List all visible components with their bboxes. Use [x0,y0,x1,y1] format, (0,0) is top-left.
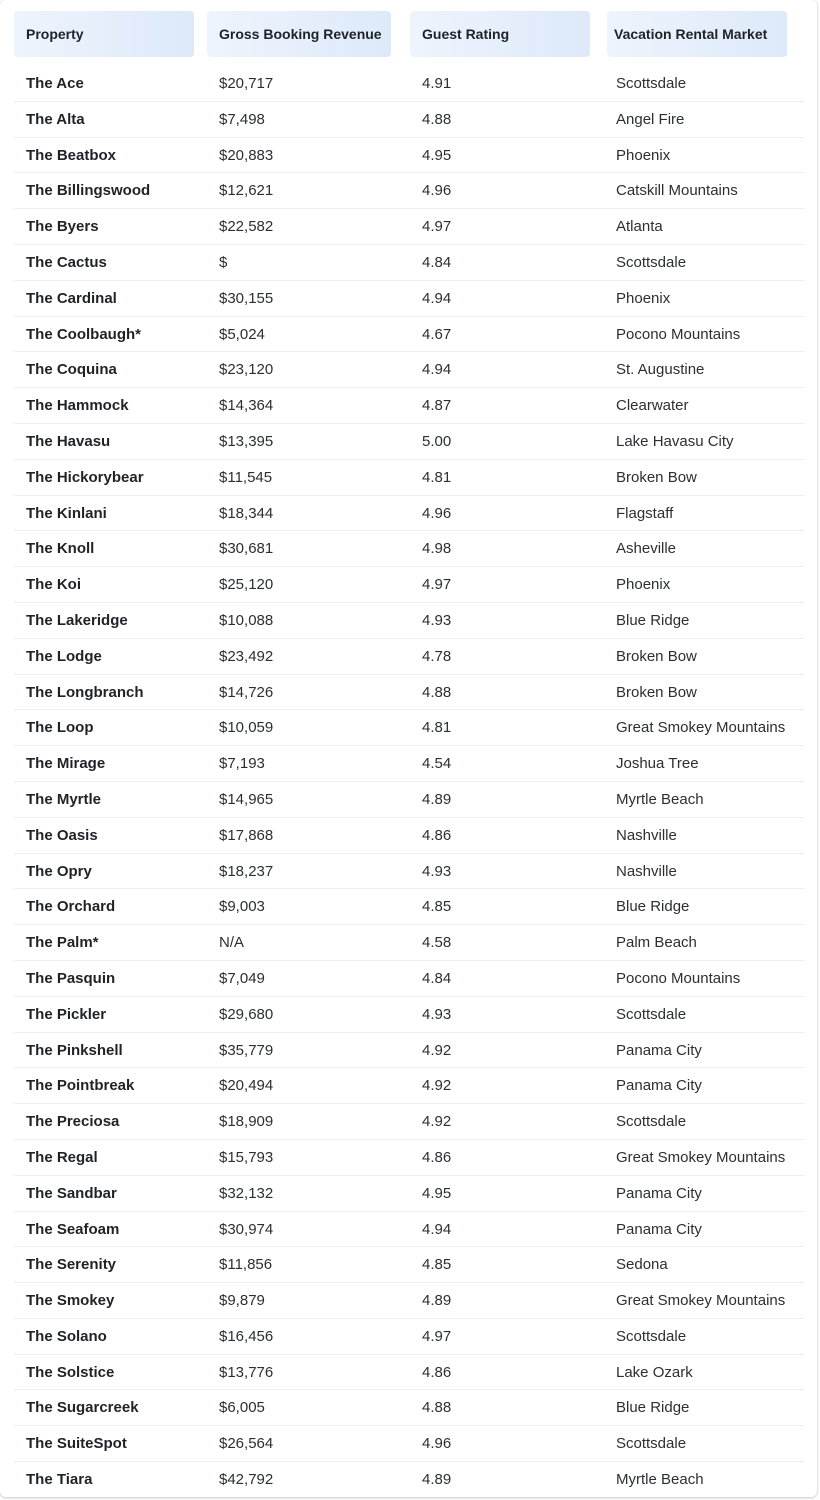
gross-booking-revenue-cell: $18,237 [219,862,274,880]
table-row [14,1140,804,1176]
vacation-rental-market-cell: Scottsdale [616,1005,687,1023]
gross-booking-revenue-cell: $7,498 [219,110,265,128]
vacation-rental-market-cell: Great Smokey Mountains [616,719,786,737]
table-row [14,102,804,138]
table-row [14,1247,804,1283]
gross-booking-revenue-cell: $25,120 [219,576,274,594]
property-name-cell: The Coquina [26,361,117,379]
vacation-rental-market-cell: Broken Bow [616,683,697,701]
vacation-rental-market-cell: Pocono Mountains [616,969,741,987]
guest-rating-cell: 4.89 [422,1471,452,1489]
gross-booking-revenue-cell: $5,024 [219,325,265,343]
table-row [14,1319,804,1355]
property-name-cell: The Preciosa [26,1113,120,1131]
vacation-rental-market-cell: Scottsdale [616,253,687,271]
table-row [14,317,804,353]
guest-rating-cell: 4.93 [422,862,452,880]
gross-booking-revenue-cell: $35,779 [219,1041,274,1059]
table-row [14,1104,804,1140]
gross-booking-revenue-cell: $26,564 [219,1435,274,1453]
gross-booking-revenue-cell: $9,003 [219,898,265,916]
table-row [14,1212,804,1248]
table-row [14,209,804,245]
gross-booking-revenue-cell: $ [219,253,228,271]
table-row [14,710,804,746]
property-name-cell: The Lakeridge [26,611,128,629]
property-name-cell: The Solstice [26,1363,115,1381]
gross-booking-revenue-cell: $30,155 [219,289,274,307]
property-name-cell: The Sugarcreek [26,1399,139,1417]
property-name-cell: The Ace [26,75,84,92]
vacation-rental-market-cell: Scottsdale [616,1327,687,1345]
table-row [14,782,804,818]
table-row [14,997,804,1033]
guest-rating-cell: 4.98 [422,540,452,558]
property-name-cell: The Solano [26,1327,107,1345]
vacation-rental-market-cell: Nashville [616,826,677,844]
vacation-rental-market-cell: Catskill Mountains [616,182,738,200]
vacation-rental-market-cell: Scottsdale [616,75,687,92]
table-row [14,531,804,567]
vacation-rental-market-cell: Flagstaff [616,504,674,522]
guest-rating-cell: 4.67 [422,325,452,343]
table-row [14,639,804,675]
gross-booking-revenue-cell: $7,049 [219,969,265,987]
gross-booking-revenue-cell: $14,726 [219,683,274,701]
gross-booking-revenue-cell: $13,395 [219,432,274,450]
gross-booking-revenue-cell: $7,193 [219,755,265,773]
property-name-cell: The Regal [26,1148,98,1166]
table-row [14,961,804,997]
guest-rating-cell: 4.86 [422,1148,452,1166]
gross-booking-revenue-cell: $11,545 [219,468,273,486]
property-name-cell: The Tiara [26,1471,93,1489]
property-name-cell: The Knoll [26,540,95,558]
table-row [14,1390,804,1426]
table-row [14,1176,804,1212]
guest-rating-cell: 4.85 [422,1256,452,1274]
property-name-cell: The Havasu [26,432,111,450]
guest-rating-cell: 4.96 [422,504,452,522]
property-name-cell: The Longbranch [26,683,144,701]
property-name-cell: The Byers [26,218,99,236]
gross-booking-revenue-cell: $16,456 [219,1327,274,1345]
property-name-cell: The Koi [26,576,81,594]
guest-rating-cell: 4.89 [422,1292,452,1310]
vacation-rental-market-cell: Myrtle Beach [616,790,704,808]
property-name-cell: The Orchard [26,898,116,916]
column-header-gross-booking-revenue[interactable]: Gross Booking Revenue [207,11,391,57]
vacation-rental-market-cell: Pocono Mountains [616,325,741,343]
gross-booking-revenue-cell: $29,680 [219,1005,274,1023]
gross-booking-revenue-cell: $23,120 [219,361,274,379]
guest-rating-cell: 4.93 [422,611,452,629]
guest-rating-cell: 4.78 [422,647,452,665]
property-name-cell: The Oasis [26,826,98,844]
guest-rating-cell: 4.84 [422,253,452,271]
vacation-rental-market-cell: Scottsdale [616,1435,687,1453]
vacation-rental-market-cell: Lake Havasu City [616,432,734,450]
vacation-rental-market-cell: Phoenix [616,289,671,307]
vacation-rental-market-cell: Joshua Tree [616,755,699,773]
property-name-cell: The Beatbox [26,146,117,164]
guest-rating-cell: 4.95 [422,1184,452,1202]
gross-booking-revenue-cell: $23,492 [219,647,274,665]
table-row [14,424,804,460]
column-header-guest-rating[interactable]: Guest Rating [410,11,590,57]
property-name-cell: The Mirage [26,755,106,773]
property-name-cell: The Hammock [26,397,129,415]
vacation-rental-market-cell: Scottsdale [616,1113,687,1131]
gross-booking-revenue-cell: $22,582 [219,218,274,236]
guest-rating-cell: 4.85 [422,898,452,916]
property-name-cell: The Myrtle [26,790,102,808]
vacation-rental-market-cell: Blue Ridge [616,1399,690,1417]
table-row [14,818,804,854]
gross-booking-revenue-cell: $13,776 [219,1363,274,1381]
guest-rating-cell: 4.87 [422,397,452,415]
vacation-rental-market-cell: Phoenix [616,146,671,164]
guest-rating-cell: 4.88 [422,110,452,128]
guest-rating-cell: 4.81 [422,719,452,737]
gross-booking-revenue-cell: $30,974 [219,1220,274,1238]
gross-booking-revenue-cell: $9,879 [219,1292,265,1310]
property-name-cell: The Seafoam [26,1220,120,1238]
guest-rating-cell: 4.97 [422,576,452,594]
property-name-cell: The Palm* [26,934,99,952]
gross-booking-revenue-cell: $14,965 [219,790,274,808]
vacation-rental-market-cell: Broken Bow [616,468,697,486]
vacation-rental-market-cell: Great Smokey Mountains [616,1148,786,1166]
property-name-cell: The Billingswood [26,182,151,200]
property-name-cell: The Lodge [26,647,102,665]
property-name-cell: The Smokey [26,1292,115,1310]
property-name-cell: The Coolbaugh* [26,325,141,343]
guest-rating-cell: 4.86 [422,826,452,844]
property-name-cell: The Hickorybear [26,468,144,486]
property-name-cell: The Serenity [26,1256,117,1274]
gross-booking-revenue-cell: $10,088 [219,611,274,629]
guest-rating-cell: 4.89 [422,790,452,808]
guest-rating-cell: 5.00 [422,432,452,450]
table-row [14,1355,804,1391]
property-name-cell: The Cactus [26,253,107,271]
property-name-cell: The Pinkshell [26,1041,123,1059]
guest-rating-cell: 4.96 [422,1435,452,1453]
vacation-rental-market-cell: Atlanta [616,218,663,236]
property-name-cell: The Pickler [26,1005,107,1023]
table-row [14,1462,804,1497]
vacation-rental-market-cell: Blue Ridge [616,611,690,629]
vacation-rental-market-cell: Panama City [616,1077,702,1095]
guest-rating-cell: 4.92 [422,1041,452,1059]
vacation-rental-market-cell: Clearwater [616,397,689,415]
table-row [14,854,804,890]
gross-booking-revenue-cell: $12,621 [219,182,274,200]
property-name-cell: The Kinlani [26,504,107,522]
vacation-rental-market-cell: Angel Fire [616,110,685,128]
guest-rating-cell: 4.94 [422,289,452,307]
vacation-rental-market-cell: St. Augustine [616,361,705,379]
vacation-rental-market-cell: Nashville [616,862,677,880]
table-body [0,66,817,1497]
guest-rating-cell: 4.54 [422,755,452,773]
table-row [14,460,804,496]
column-header-property[interactable]: Property [14,11,194,57]
table-row [14,603,804,639]
property-name-cell: The SuiteSpot [26,1435,127,1453]
vacation-rental-market-cell: Broken Bow [616,647,697,665]
vacation-rental-market-cell: Blue Ridge [616,898,690,916]
table-row [14,1283,804,1319]
table-row [14,281,804,317]
table-row [14,496,804,532]
guest-rating-cell: 4.94 [422,1220,452,1238]
table-row [14,245,804,281]
guest-rating-cell: 4.92 [422,1077,452,1095]
guest-rating-cell: 4.88 [422,1399,452,1417]
guest-rating-cell: 4.94 [422,361,452,379]
property-name-cell: The Pointbreak [26,1077,135,1095]
gross-booking-revenue-cell: $10,059 [219,719,274,737]
property-name-cell: The Loop [26,719,94,737]
gross-booking-revenue-cell: $15,793 [219,1148,274,1166]
table-row [14,567,804,603]
vacation-rental-market-cell: Great Smokey Mountains [616,1292,786,1310]
property-name-cell: The Pasquin [26,969,116,987]
table-row [14,138,804,174]
column-header-vacation-rental-market[interactable]: Vacation Rental Market [607,11,787,57]
property-name-cell: The Sandbar [26,1184,117,1202]
guest-rating-cell: 4.96 [422,182,452,200]
guest-rating-cell: 4.93 [422,1005,452,1023]
vacation-rental-market-cell: Panama City [616,1220,702,1238]
property-name-cell: The Opry [26,862,92,880]
guest-rating-cell: 4.97 [422,218,452,236]
guest-rating-cell: 4.86 [422,1363,452,1381]
table-row [14,352,804,388]
gross-booking-revenue-cell: $6,005 [219,1399,265,1417]
table-row [14,1033,804,1069]
table-row [14,675,804,711]
table-row [14,889,804,925]
vacation-rental-market-cell: Myrtle Beach [616,1471,704,1489]
vacation-rental-market-cell: Panama City [616,1041,702,1059]
gross-booking-revenue-cell: $11,856 [219,1256,273,1274]
guest-rating-cell: 4.91 [422,75,452,92]
gross-booking-revenue-cell: $17,868 [219,826,274,844]
guest-rating-cell: 4.81 [422,468,452,486]
table-row [14,925,804,961]
guest-rating-cell: 4.58 [422,934,452,952]
gross-booking-revenue-cell: $20,494 [219,1077,274,1095]
table-header-row [0,11,817,57]
table-row [14,173,804,209]
gross-booking-revenue-cell: $20,883 [219,146,274,164]
vacation-rental-market-cell: Asheville [616,540,677,558]
table-row [14,746,804,782]
table-row [14,388,804,424]
table-row [14,1426,804,1462]
vacation-rental-market-cell: Phoenix [616,576,671,594]
property-name-cell: The Alta [26,110,85,128]
gross-booking-revenue-cell: $42,792 [219,1471,274,1489]
guest-rating-cell: 4.95 [422,146,452,164]
gross-booking-revenue-cell: N/A [219,934,245,952]
vacation-rental-market-cell: Lake Ozark [616,1363,693,1381]
property-name-cell: The Cardinal [26,289,117,307]
guest-rating-cell: 4.88 [422,683,452,701]
table-row [14,66,804,102]
gross-booking-revenue-cell: $32,132 [219,1184,274,1202]
vacation-rental-market-cell: Sedona [616,1256,668,1274]
gross-booking-revenue-cell: $18,344 [219,504,274,522]
gross-booking-revenue-cell: $14,364 [219,397,274,415]
vacation-rental-market-cell: Palm Beach [616,934,697,952]
gross-booking-revenue-cell: $20,717 [219,75,274,92]
table-row [14,1068,804,1104]
vacation-rental-market-cell: Panama City [616,1184,702,1202]
gross-booking-revenue-cell: $30,681 [219,540,274,558]
guest-rating-cell: 4.84 [422,969,452,987]
gross-booking-revenue-cell: $18,909 [219,1113,274,1131]
guest-rating-cell: 4.92 [422,1113,452,1131]
guest-rating-cell: 4.97 [422,1327,452,1345]
